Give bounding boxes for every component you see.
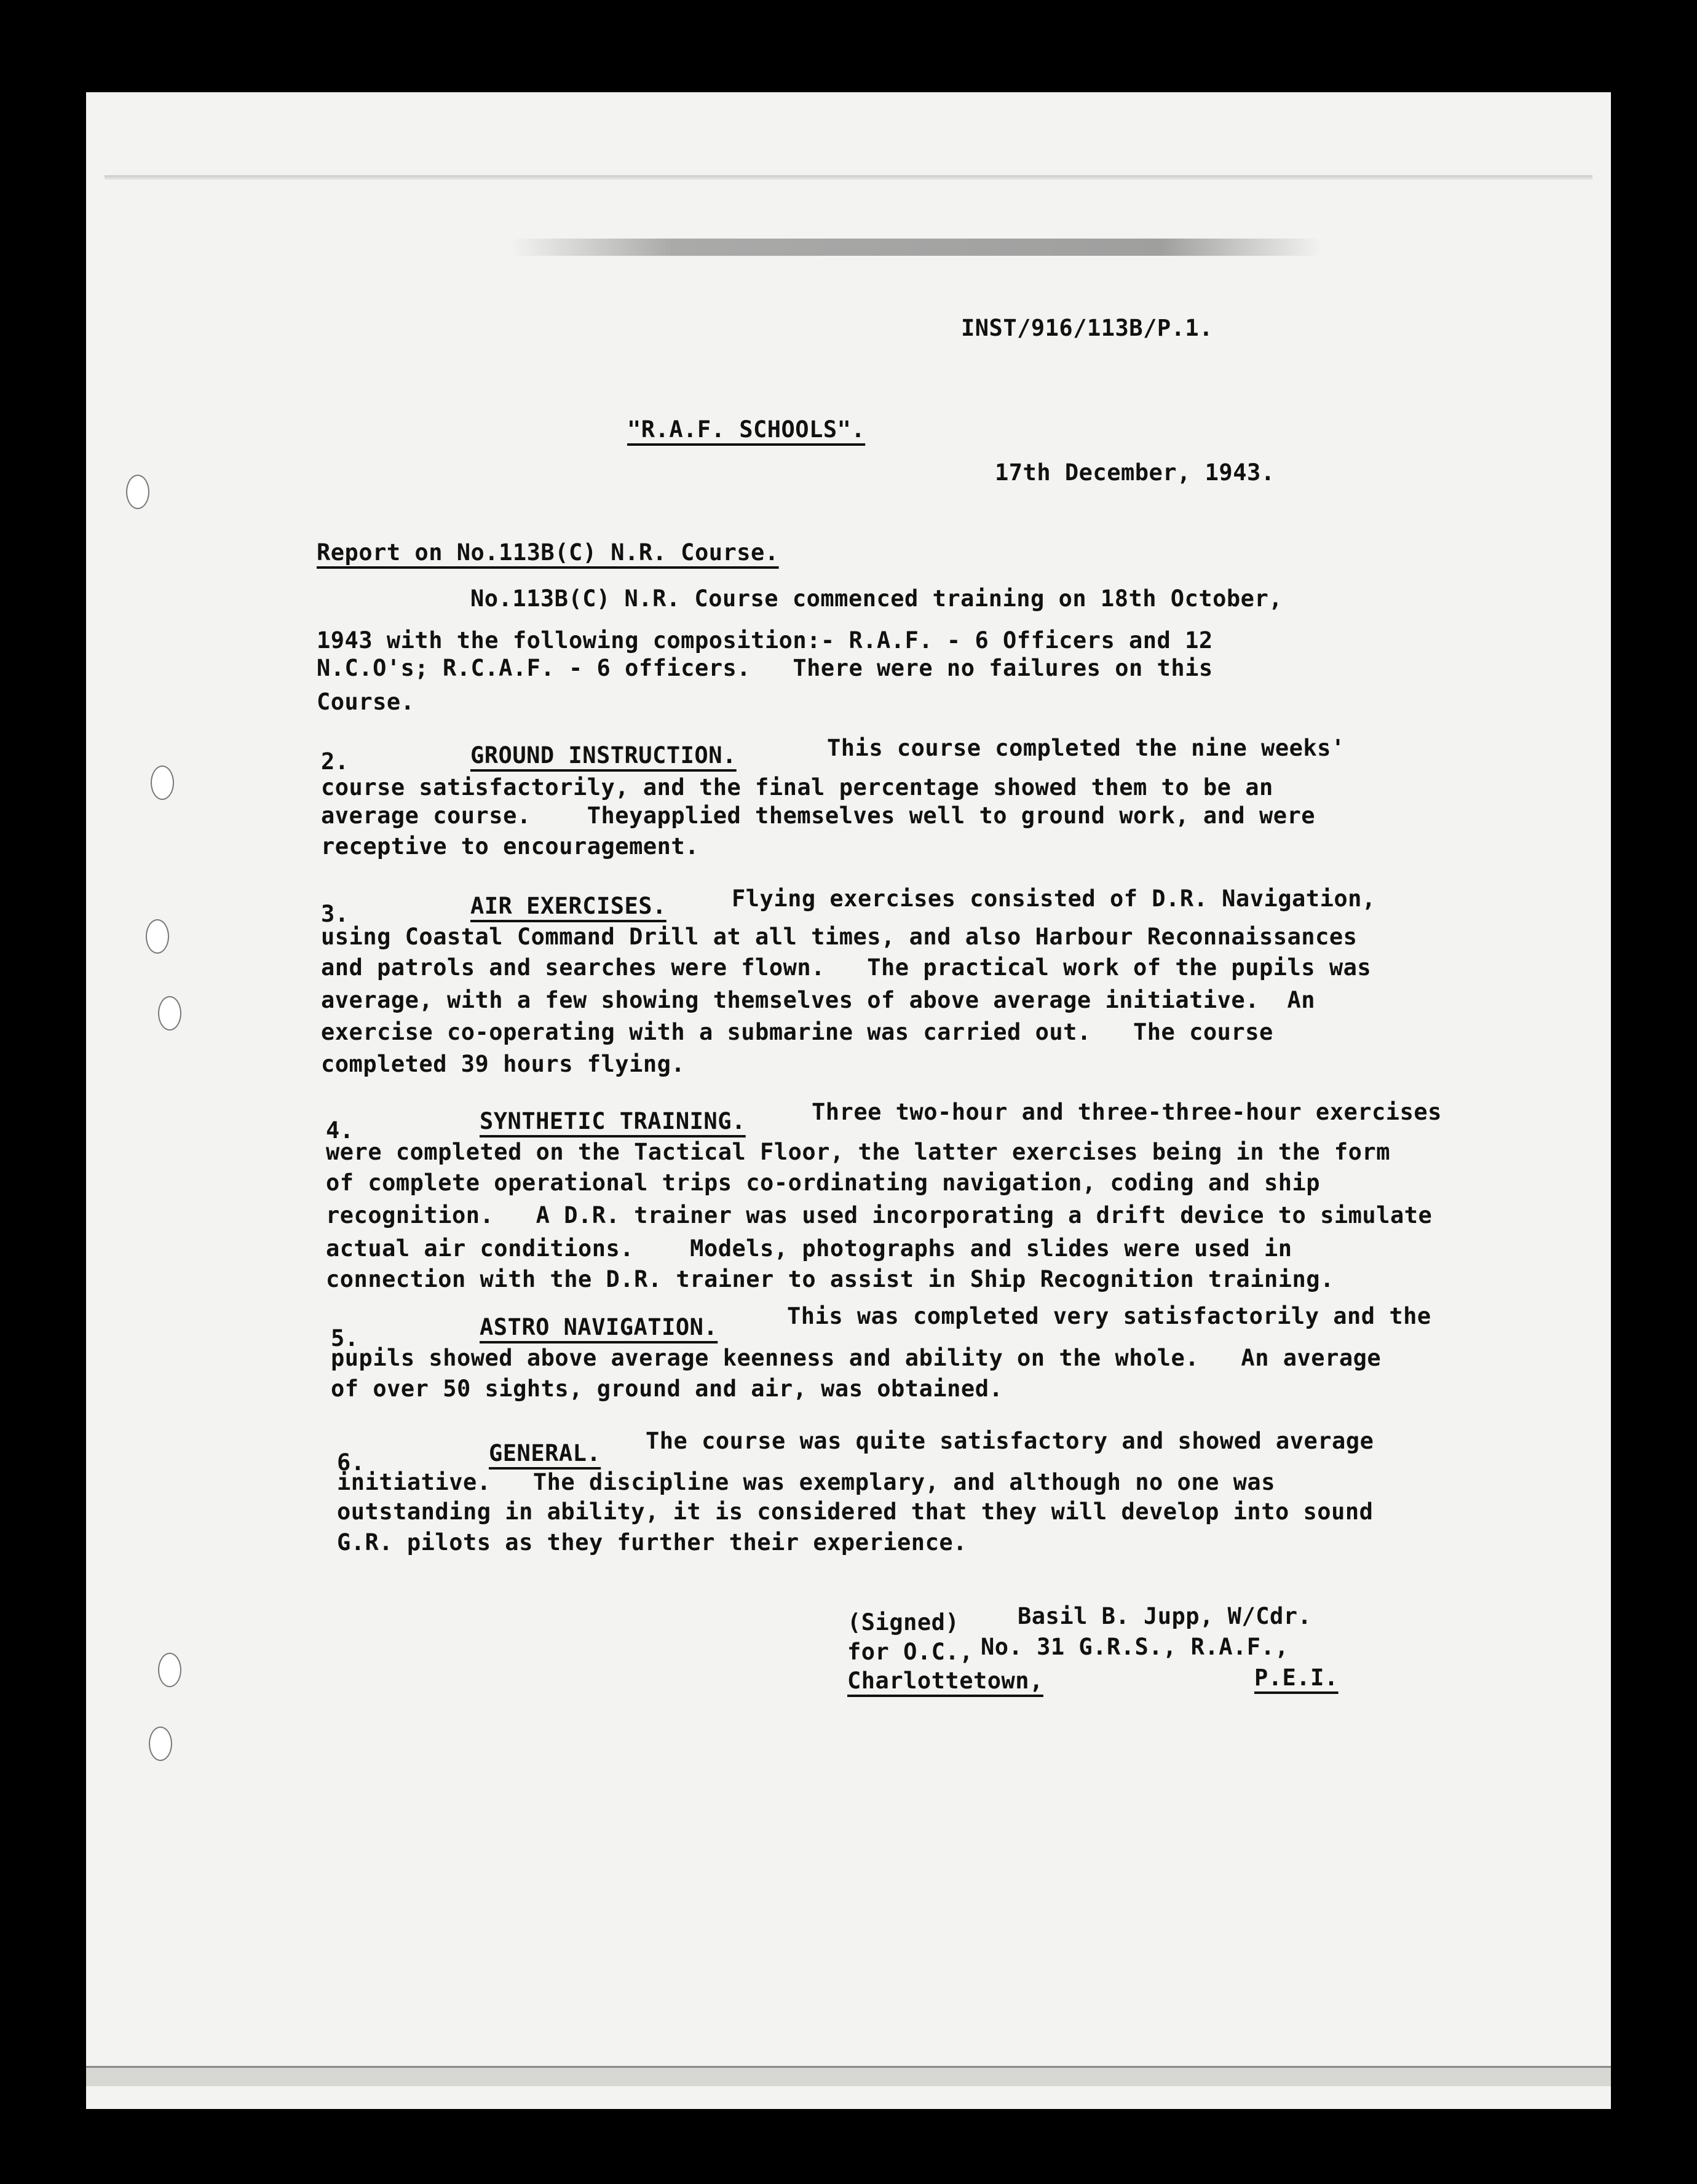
section-line: G.R. pilots as they further their experience. xyxy=(337,1529,967,1556)
punch-hole xyxy=(151,766,174,800)
section-line: of over 50 sights, ground and air, was obtained. xyxy=(331,1375,1003,1402)
intro-line: 1943 with the following composition:- R.A.F. - 6 Officers and 12 xyxy=(317,627,1213,654)
punch-hole xyxy=(126,475,149,509)
section-heading: SYNTHETIC TRAINING. xyxy=(480,1108,746,1134)
intro-line: No.113B(C) N.R. Course commenced training on 18th October, xyxy=(470,585,1283,612)
page-bottom-edge xyxy=(86,2066,1611,2086)
punch-hole xyxy=(149,1727,172,1761)
section-line: were completed on the Tactical Floor, the latter exercises being in the form xyxy=(326,1139,1390,1165)
section-number: 6. xyxy=(337,1449,365,1476)
section-line: of complete operational trips co-ordinating navigation, coding and ship xyxy=(326,1169,1321,1196)
signature-province: P.E.I. xyxy=(1254,1664,1339,1691)
section-line: average, with a few showing themselves of above average initiative. An xyxy=(321,987,1316,1013)
section-line: recognition. A D.R. trainer was used incorporating a drift device to simulate xyxy=(326,1202,1433,1228)
reference-number: INST/916/113B/P.1. xyxy=(961,315,1213,341)
section-number: 2. xyxy=(321,748,349,775)
page-edge xyxy=(105,175,1592,180)
punch-hole xyxy=(158,996,181,1031)
section-line: This was completed very satisfactorily and the xyxy=(787,1303,1431,1329)
section-line: connection with the D.R. trainer to assist in Ship Recognition training. xyxy=(326,1266,1334,1292)
section-line: pupils showed above average keenness and ability on the whole. An average xyxy=(331,1345,1382,1371)
section-heading: ASTRO NAVIGATION. xyxy=(480,1314,718,1340)
section-line: actual air conditions. Models, photographs and slides were used in xyxy=(326,1235,1292,1262)
smudge-mark xyxy=(510,239,1322,256)
section-number: 3. xyxy=(321,901,349,927)
punch-hole xyxy=(158,1653,181,1687)
document-title: "R.A.F. SCHOOLS". xyxy=(627,416,866,443)
report-subject: Report on No.113B(C) N.R. Course. xyxy=(317,539,779,566)
section-line: Flying exercises consisted of D.R. Navigation, xyxy=(732,885,1376,912)
section-line: average course. Theyapplied themselves well to ground work, and were xyxy=(321,802,1316,829)
signature-label: (Signed) xyxy=(847,1609,960,1636)
signature-location: Charlottetown, xyxy=(847,1668,1043,1694)
section-line: outstanding in ability, it is considered that they will develop into sound xyxy=(337,1498,1374,1525)
section-line: exercise co-operating with a submarine was carried out. The course xyxy=(321,1019,1273,1045)
section-line: receptive to encouragement. xyxy=(321,833,699,860)
intro-line: N.C.O's; R.C.A.F. - 6 officers. There were no failures on this xyxy=(317,655,1213,681)
section-heading: AIR EXERCISES. xyxy=(470,893,667,919)
section-line: Three two-hour and three-three-hour exercises xyxy=(812,1099,1442,1125)
signature-line: for O.C., xyxy=(847,1639,973,1665)
section-line: using Coastal Command Drill at all times, and also Harbour Reconnaissances xyxy=(321,924,1358,950)
section-number: 5. xyxy=(331,1325,359,1351)
intro-line: Course. xyxy=(317,689,415,715)
section-line: This course completed the nine weeks' xyxy=(827,735,1345,761)
section-line: initiative. The discipline was exemplary, and although no one was xyxy=(337,1469,1275,1495)
signatory-name: Basil B. Jupp, W/Cdr. xyxy=(1018,1603,1312,1629)
signature-unit: No. 31 G.R.S., R.A.F., xyxy=(981,1634,1289,1660)
section-line: course satisfactorily, and the final percentage showed them to be an xyxy=(321,774,1273,801)
section-number: 4. xyxy=(326,1117,354,1144)
section-heading: GENERAL. xyxy=(489,1440,601,1466)
section-line: completed 39 hours flying. xyxy=(321,1051,686,1077)
section-line: The course was quite satisfactory and showed average xyxy=(646,1428,1374,1454)
section-heading: GROUND INSTRUCTION. xyxy=(470,742,737,769)
document-date: 17th December, 1943. xyxy=(995,459,1275,486)
punch-hole xyxy=(146,919,169,954)
section-line: and patrols and searches were flown. The practical work of the pupils was xyxy=(321,954,1372,981)
